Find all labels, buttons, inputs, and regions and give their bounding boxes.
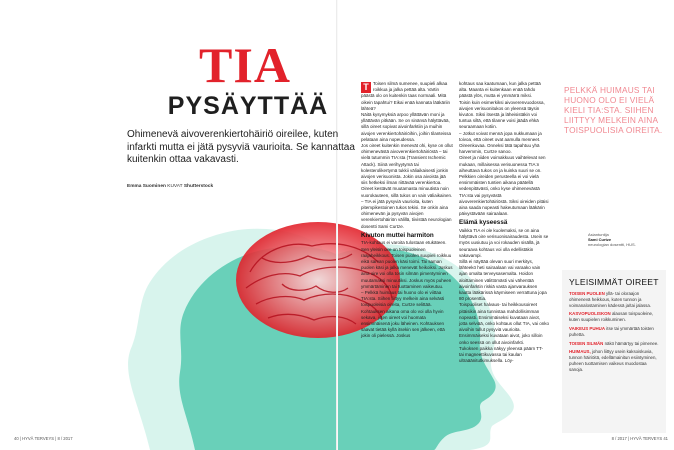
body-paragraph: Vaikka TIA ei ole kuolemaksi, se on aina hälyttävä oire verisuonisairaudesta. Usein se myös uusiutuu ja voi rokauden sisällä, jä seuraava kohtaus voi olla edellistäkin vakavampi. [459,227,549,258]
body-paragraph: Toisin kuin esimerkiksi aivoverenvuodossa, aivojen verisuonitukos on yleensä täysin kivuton. Siksi itsestä ja läheisistäkin voi tuntua siltä, että tilanne voisi jäädä ehkä seuraamaan kotiin. [459,99,545,130]
subheading: Kivuton muttei harmiton [361,231,434,239]
sidebar-item: TOISEN PUOLEN yllä- tai oloraajon ohimenevä heikkous, kuten tunnon ja voimanalostaminen kädessä ja/tai jalassa. [569,291,652,308]
sidebar-item: VAIKEUS PUHUA itse tai ymmärtää toisten puhetta. [569,325,654,337]
body-paragraph: Kohtauksen aikana oma olo voi olla hyvin sekava, joten oireet voi huomata ensimmäisenä joku läheinen. Kohtauksen saavat tietää kyllä itsekin sen jälkeen, että jokin oli pielessä. Joskus [361,308,445,339]
byline-separator: KUVAT [167,184,183,189]
caption-name: Sami Curtze [588,237,612,242]
body-paragraph: TIA-kohtaus ei varoita tulostaan etukäteen. Sen yleisin oire on toispuoleinen raajaheikkous. Toisen puolen suupieli roikkuu eikä saman puolen käsi toimi. Tai saman puolen käsi ja jalka menevät heikoiksi. Joskus aina oire voi olla tosin silmän pimentyminen muutamaksi minuutiksi. Joskus myös puheen ymmärtäminen tai tuottaminen vaikeutuu. [361,240,453,289]
body-paragraph: – Pelkkä huimaus tai huono olo ei viittaa TIA:sta. Siihen liittyy melkein aina selvästi toispuoleisia oireita, Curtze selittää. [361,290,445,308]
body-paragraph: Tukoksen paikka näkyy yleensä päärn TT- tai magneettikuvassa tai kaulan ultraäänitutkimuksella. Löy- [459,345,544,364]
body-paragraph: – Jotkut voivat mennä jopa nukkumaan ja toivoa, että oireet ovat aamulla menneet. Oireenkuvaa. Onneksi tätä tapahtuu yhä harvemmin, Curtze sanoo. [459,130,542,155]
lead-paragraph: Ohimenevä aivoverenkiertohäiriö oireilee, kuten infarkti mutta ei jätä pysyviä vaurioita. Se kannattaa kuitenkin ottaa vakavasti. [127,129,355,165]
sidebar-title: YLEISIMMÄT OIREET [569,277,659,287]
body-paragraph: Sillä ei näyttää olevan suuri merkitys, lähteekö heti sairaalaan vai varaako vain ajan omalta terveysasemalta. Hoidon aloittaminen välittömästi vai vähentää aivoinfarktin riskiä vasta ajanvarauksen kautta lääkärissä käymiseen verrattuna jopa 80 prosenttia. [459,258,547,302]
body-column-2 [459,81,549,364]
body-paragraph: Oireet ja niiden voimakkuus vaihtelevat sen mukaan, millaisessa verisuonessa TIA:n aiheuttava tukos on ja kuinka suuri se on. Pelkkien oireiden perusteella ei voi vielä ensimmäisten tuntien aikana päätellä vedenpitävästi, onko kyse ohimenevästä TIA:sta vai pysyvästä aivoverenkiertohäiriöstä. Siksi oireiden pitäisi aina saada nopeasti hakeutumaan lääkärin päivystävään sairaalaan. [459,155,549,217]
caption-label: Asiantuntija [588,232,609,237]
byline-source: Shutterstock [183,184,214,189]
sidebar-item: HUIMAUS, johon liittyy usein kaksoiskuvia, tunnon häiriöitä, edellämainitun esiintyminen, puheen tuottamisen vaikeus muodostaa sanoja. [569,349,657,372]
body-paragraph: Toispuoliset halvaus- tai heikkousoireet pitäisikin aina tunnistaa mahdollisimman nopeasti. Ensimmäiseksi kuvataan aivot, jotta selviää, onko kohtaus ollut TIA, vai onko aivoihin tullut pysyviä vaurioita. Ensimmäiseksi kuvataan aivot, joko silloin onko seessä on ollut aivoinfarkti. [459,302,549,345]
folio-left: 40 | HYVÄ TERVEYS | 8 / 2017 [14,436,73,441]
subheading: Elämä kyseessä [459,219,508,227]
body-paragraph: T Toisen silmä sumenee, suupieli alkaa roikkua ja jalka pettää alta. Vartin päästä olo on kuitenkin taas normaali. Mitä oikein tapahtui? Eikai enää kannata lääkäriin lähteä? [361,81,451,111]
drop-cap: T [361,82,371,93]
symptoms-sidebar [562,270,666,433]
byline-author: Emma Suominen [127,184,166,189]
body-paragraph: kohtaus saa kaatumaan, kun jalka pettää alta. Maanta ei kuitenkaan enää tahdo päästä ylös, mutta ei ymmärrä miksi. [459,81,541,99]
sidebar-item: TOISEN SILMÄN näkö hämärtyy tai pimenee. [569,340,659,346]
sidebar-item: KASVOPUOLISKON alaosan toispuoleine, kuten suupielen roikkuminen. [569,311,654,323]
expert-caption [588,232,666,247]
byline [127,184,360,189]
folio-right: 8 / 2017 | HYVÄ TERVEYS 41 [611,436,668,441]
headline-sub: PYSÄYTTÄÄ [167,92,329,120]
headline-main: TIA [199,37,291,93]
caption-role: neurologian dosentti, HUS. [588,242,636,247]
body-paragraph: – TIA ei jätä pysyviä vaurioita, kuten pitempikestoinen tukos tekisi. Se onkin aina ohimenevän ja pysyvän aivojen verenkiertohäiriön välillä, tiivistää neurologian dosentti Sami Curtze. [361,198,452,229]
body-paragraph: Jos oireet kuitenkin menevät ohi, kyse on ollut ohimenevästä aivoverenkiertohäiriöstä – tai vielä tutummin TIA:sta (Transient Ischemic Attack). Siinä verihyytymä tai kolesterolikertymä tukkii väliaikaisesti jonkin aivojen verisuonista. Jokin osa aivoista jää siis hetkeksi ilman riittävää verenkiertoa. Oireet kestävät muutamasta minuutista noin vuorokauteen, sillä tukos on vain väliaikainen. [361,143,453,198]
pull-quote: PELKKÄ HUIMAUS TAI HUONO OLO EI VIELÄ KIELI TIA:STA. SIIHEN LIITTYY MELKEIN AINA TOISPUOLISIA OIREITA. [564,85,663,135]
body-column-1 [361,81,453,340]
body-paragraph: Näitä kysymyksiä arpoo yllättävän moni ja yllättävän pitkään. Se on sinänsä hälyttävää, sillä oireet sopivat aivoinfarktiin ja muihin aivojen verenkiertohäiriöihin, joihin tilanteissa pelataan aina nopeudessa. [361,112,452,142]
